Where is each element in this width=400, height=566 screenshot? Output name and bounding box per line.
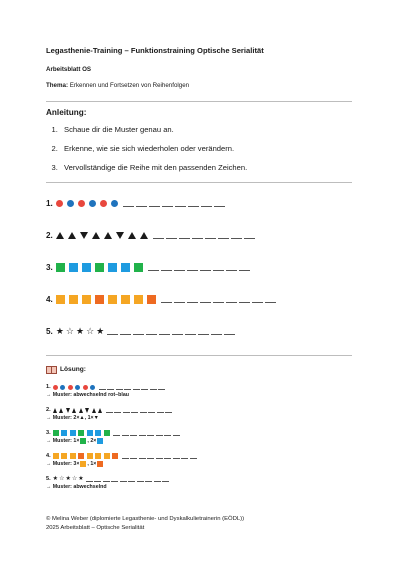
answer-blank[interactable] <box>139 453 146 459</box>
blue-dot-icon <box>75 385 80 390</box>
answer-blank[interactable] <box>150 384 157 390</box>
task-row <box>46 291 352 307</box>
triangle-down-icon <box>116 232 124 239</box>
star-filled-icon: ★ <box>78 476 84 482</box>
answer-blank[interactable] <box>131 407 138 413</box>
solution-heading <box>46 365 352 373</box>
solution-heading-label: Lösung: <box>60 365 87 373</box>
blue-dot-icon <box>67 200 74 207</box>
solution-note: → Muster: abwechselnd rot–blau <box>46 392 129 398</box>
solution-row <box>46 475 352 483</box>
answer-blank[interactable] <box>198 327 209 335</box>
triangle-down-icon <box>85 408 89 413</box>
blue-dot-icon <box>60 385 65 390</box>
divider-solution <box>46 355 352 356</box>
darkorange-square-icon <box>97 461 103 467</box>
task-number: 3. <box>46 262 53 272</box>
answer-blank[interactable] <box>161 263 172 271</box>
blue-dot-icon <box>90 385 95 390</box>
lightblue-square-icon <box>82 263 91 272</box>
answer-blank[interactable] <box>165 407 172 413</box>
solution-note: → Muster: 2×▲, 1×▼ <box>46 415 99 421</box>
lightblue-square-icon <box>61 430 67 436</box>
answer-blanks[interactable] <box>86 476 171 482</box>
answer-blank[interactable] <box>213 295 224 303</box>
triangle-up-icon <box>98 408 102 413</box>
solution-row <box>46 452 352 460</box>
red-dot-icon <box>100 200 107 207</box>
star-outline-icon: ☆ <box>65 325 74 336</box>
triangle-up-icon <box>79 408 83 413</box>
solution-note: → Muster: abwechselnd <box>46 484 107 490</box>
answer-blank[interactable] <box>146 327 157 335</box>
answer-blank[interactable] <box>175 199 186 207</box>
answer-blank[interactable] <box>123 407 130 413</box>
answer-blank[interactable] <box>156 430 163 436</box>
answer-blank[interactable] <box>103 476 110 482</box>
pattern-sequence <box>56 200 122 207</box>
triangle-up-icon <box>92 232 100 239</box>
answer-blank[interactable] <box>211 327 222 335</box>
footer-year: 2025 Arbeitsblatt – Optische Serialität <box>46 525 145 531</box>
answer-blanks[interactable] <box>106 407 174 413</box>
lightblue-square-icon <box>70 430 76 436</box>
star-outline-icon: ☆ <box>86 325 95 336</box>
answer-blank[interactable] <box>164 430 171 436</box>
orange-square-icon <box>80 461 86 467</box>
worksheet-page <box>46 46 352 498</box>
answer-blanks[interactable] <box>99 384 167 390</box>
answer-blank[interactable] <box>226 295 237 303</box>
triangle-up-icon <box>92 408 96 413</box>
star-filled-icon: ★ <box>65 476 71 482</box>
green-square-icon <box>134 263 143 272</box>
orange-square-icon <box>56 295 65 304</box>
answer-blank[interactable] <box>123 199 134 207</box>
orange-square-icon <box>53 453 59 459</box>
answer-blank[interactable] <box>130 430 137 436</box>
lightblue-square-icon <box>121 263 130 272</box>
answer-blank[interactable] <box>214 199 225 207</box>
darkorange-square-icon <box>112 453 118 459</box>
task-row <box>46 195 352 211</box>
task-number: 2. <box>46 407 51 413</box>
instruction-steps <box>46 125 352 172</box>
topic-value: Erkennen und Fortsetzen von Reihenfolgen <box>69 82 190 89</box>
answer-blank[interactable] <box>124 384 131 390</box>
answer-blank[interactable] <box>190 453 197 459</box>
answer-blank[interactable] <box>174 295 185 303</box>
answer-blank[interactable] <box>120 476 127 482</box>
answer-blank[interactable] <box>187 263 198 271</box>
pattern-sequence <box>53 476 85 482</box>
orange-square-icon <box>70 453 76 459</box>
lightblue-square-icon <box>69 263 78 272</box>
answer-blank[interactable] <box>200 295 211 303</box>
answer-blanks[interactable] <box>113 430 181 436</box>
answer-blank[interactable] <box>107 327 118 335</box>
answer-blank[interactable] <box>179 231 190 239</box>
green-square-icon <box>95 263 104 272</box>
orange-square-icon <box>121 295 130 304</box>
task-list <box>46 189 352 339</box>
instruction-step-3: 3. Vervollständige die Reihe mit den passenden Zeichen. <box>60 163 352 172</box>
pattern-sequence <box>56 327 106 336</box>
answer-blank[interactable] <box>114 407 121 413</box>
orange-square-icon <box>61 453 67 459</box>
triangle-up-icon <box>68 232 76 239</box>
answer-blank[interactable] <box>148 263 159 271</box>
answer-blank[interactable] <box>173 430 180 436</box>
triangle-up-icon <box>59 408 63 413</box>
triangle-up-icon <box>53 408 57 413</box>
instruction-step-1: 1. Schaue dir die Muster genau an. <box>60 125 352 134</box>
solution-item <box>46 475 352 490</box>
star-filled-icon: ★ <box>96 325 105 336</box>
answer-blank[interactable] <box>128 476 135 482</box>
star-outline-icon: ☆ <box>59 476 65 482</box>
task-row <box>46 323 352 339</box>
answer-blank[interactable] <box>244 231 255 239</box>
task-number: 4. <box>46 453 51 459</box>
task-number: 3. <box>46 430 51 436</box>
triangle-up-icon <box>72 408 76 413</box>
triangle-up-icon <box>128 232 136 239</box>
task-number: 4. <box>46 294 53 304</box>
answer-blank[interactable] <box>106 407 113 413</box>
answer-blank[interactable] <box>120 327 131 335</box>
task-row <box>46 259 352 275</box>
answer-blanks[interactable] <box>148 263 252 271</box>
answer-blank[interactable] <box>149 199 160 207</box>
triangle-up-icon <box>56 232 64 239</box>
answer-blank[interactable] <box>239 263 250 271</box>
answer-blank[interactable] <box>148 407 155 413</box>
answer-blank[interactable] <box>224 327 235 335</box>
task-row <box>46 227 352 243</box>
answer-blank[interactable] <box>94 476 101 482</box>
answer-blank[interactable] <box>188 199 199 207</box>
answer-blank[interactable] <box>166 231 177 239</box>
divider-instructions <box>46 182 352 183</box>
star-filled-icon: ★ <box>55 325 64 336</box>
divider-top <box>46 101 352 102</box>
triangle-down-icon <box>80 232 88 239</box>
answer-blank[interactable] <box>252 295 263 303</box>
solution-row <box>46 429 352 437</box>
answer-blank[interactable] <box>162 476 169 482</box>
instructions-heading: Anleitung: <box>46 108 87 117</box>
pattern-sequence <box>53 453 121 459</box>
page-title: Legasthenie-Training – Funktionstraining Optische Serialität <box>46 46 264 55</box>
red-dot-icon <box>68 385 73 390</box>
answer-blanks[interactable] <box>122 453 199 459</box>
worksheet-subtitle: Arbeitsblatt OS <box>46 66 92 73</box>
footer-copyright: © Melina Weber (diplomierte Legasthenie- und Dyskalkulietrainerin (EÖDL)) <box>46 516 245 522</box>
task-number: 5. <box>46 326 53 336</box>
solution-item <box>46 452 352 467</box>
answer-blanks[interactable] <box>161 295 278 303</box>
lightblue-square-icon <box>108 263 117 272</box>
blue-dot-icon <box>89 200 96 207</box>
answer-blank[interactable] <box>265 295 276 303</box>
lightblue-square-icon <box>87 430 93 436</box>
answer-blank[interactable] <box>153 231 164 239</box>
answer-blank[interactable] <box>218 231 229 239</box>
solution-note: → Muster: 3× , 1× <box>46 461 352 467</box>
triangle-up-icon <box>140 232 148 239</box>
pattern-sequence <box>56 295 160 304</box>
answer-blank[interactable] <box>86 476 93 482</box>
triangle-up-icon <box>104 232 112 239</box>
answer-blank[interactable] <box>164 453 171 459</box>
solution-item <box>46 383 352 398</box>
blue-dot-icon <box>111 200 118 207</box>
star-filled-icon: ★ <box>52 476 59 482</box>
darkorange-square-icon <box>95 295 104 304</box>
answer-blank[interactable] <box>139 430 146 436</box>
book-icon <box>46 365 55 373</box>
orange-square-icon <box>95 453 101 459</box>
answer-blank[interactable] <box>107 384 114 390</box>
answer-blank[interactable] <box>116 384 123 390</box>
answer-blank[interactable] <box>173 453 180 459</box>
star-outline-icon: ☆ <box>71 476 78 482</box>
answer-blank[interactable] <box>147 430 154 436</box>
answer-blank[interactable] <box>147 453 154 459</box>
pattern-sequence <box>53 385 98 390</box>
answer-blank[interactable] <box>161 295 172 303</box>
solution-item <box>46 406 352 421</box>
answer-blank[interactable] <box>239 295 250 303</box>
star-filled-icon: ★ <box>76 325 85 336</box>
answer-blank[interactable] <box>157 407 164 413</box>
darkorange-square-icon <box>78 453 84 459</box>
lightblue-square-icon <box>95 430 101 436</box>
answer-blank[interactable] <box>122 430 129 436</box>
answer-blank[interactable] <box>162 199 173 207</box>
answer-blank[interactable] <box>156 453 163 459</box>
answer-blank[interactable] <box>226 263 237 271</box>
orange-square-icon <box>82 295 91 304</box>
answer-blanks[interactable] <box>123 199 227 207</box>
answer-blank[interactable] <box>154 476 161 482</box>
solution-item <box>46 429 352 444</box>
task-number: 1. <box>46 384 51 390</box>
answer-blank[interactable] <box>140 407 147 413</box>
pattern-sequence <box>53 408 105 413</box>
answer-blank[interactable] <box>137 476 144 482</box>
solution-row <box>46 406 352 414</box>
answer-blank[interactable] <box>113 430 120 436</box>
answer-blank[interactable] <box>192 231 203 239</box>
answer-blank[interactable] <box>141 384 148 390</box>
answer-blank[interactable] <box>174 263 185 271</box>
pattern-sequence <box>53 430 113 436</box>
pattern-sequence <box>56 232 152 239</box>
answer-blank[interactable] <box>122 453 129 459</box>
answer-blank[interactable] <box>158 384 165 390</box>
task-number: 2. <box>46 230 53 240</box>
solution-list <box>46 383 352 490</box>
lightblue-square-icon <box>97 438 103 444</box>
triangle-down-icon <box>66 408 70 413</box>
instruction-step-2: 2. Erkenne, wie sie sich wiederholen oder verändern. <box>60 144 352 153</box>
task-number: 1. <box>46 198 53 208</box>
answer-blank[interactable] <box>185 327 196 335</box>
answer-blank[interactable] <box>205 231 216 239</box>
answer-blank[interactable] <box>231 231 242 239</box>
answer-blank[interactable] <box>130 453 137 459</box>
topic-label: Thema: <box>46 82 69 89</box>
solution-note: → Muster: 1× , 2× <box>46 438 352 444</box>
orange-square-icon <box>69 295 78 304</box>
task-number: 5. <box>46 476 51 482</box>
answer-blank[interactable] <box>99 384 106 390</box>
green-square-icon <box>104 430 110 436</box>
green-square-icon <box>53 430 59 436</box>
answer-blank[interactable] <box>181 453 188 459</box>
answer-blank[interactable] <box>200 263 211 271</box>
answer-blank[interactable] <box>133 384 140 390</box>
pattern-sequence <box>56 263 147 272</box>
orange-square-icon <box>104 453 110 459</box>
solution-row <box>46 383 352 391</box>
green-square-icon <box>56 263 65 272</box>
answer-blank[interactable] <box>145 476 152 482</box>
answer-blank[interactable] <box>159 327 170 335</box>
red-dot-icon <box>56 200 63 207</box>
answer-blank[interactable] <box>136 199 147 207</box>
answer-blank[interactable] <box>172 327 183 335</box>
footer <box>46 515 244 533</box>
answer-blanks[interactable] <box>153 231 257 239</box>
topic-line <box>46 82 352 89</box>
green-square-icon <box>78 430 84 436</box>
orange-square-icon <box>108 295 117 304</box>
red-dot-icon <box>78 200 85 207</box>
answer-blank[interactable] <box>133 327 144 335</box>
answer-blank[interactable] <box>213 263 224 271</box>
orange-square-icon <box>134 295 143 304</box>
darkorange-square-icon <box>147 295 156 304</box>
answer-blank[interactable] <box>187 295 198 303</box>
red-dot-icon <box>53 385 58 390</box>
orange-square-icon <box>87 453 93 459</box>
red-dot-icon <box>83 385 88 390</box>
answer-blanks[interactable] <box>107 327 237 335</box>
green-square-icon <box>80 438 86 444</box>
answer-blank[interactable] <box>111 476 118 482</box>
answer-blank[interactable] <box>201 199 212 207</box>
